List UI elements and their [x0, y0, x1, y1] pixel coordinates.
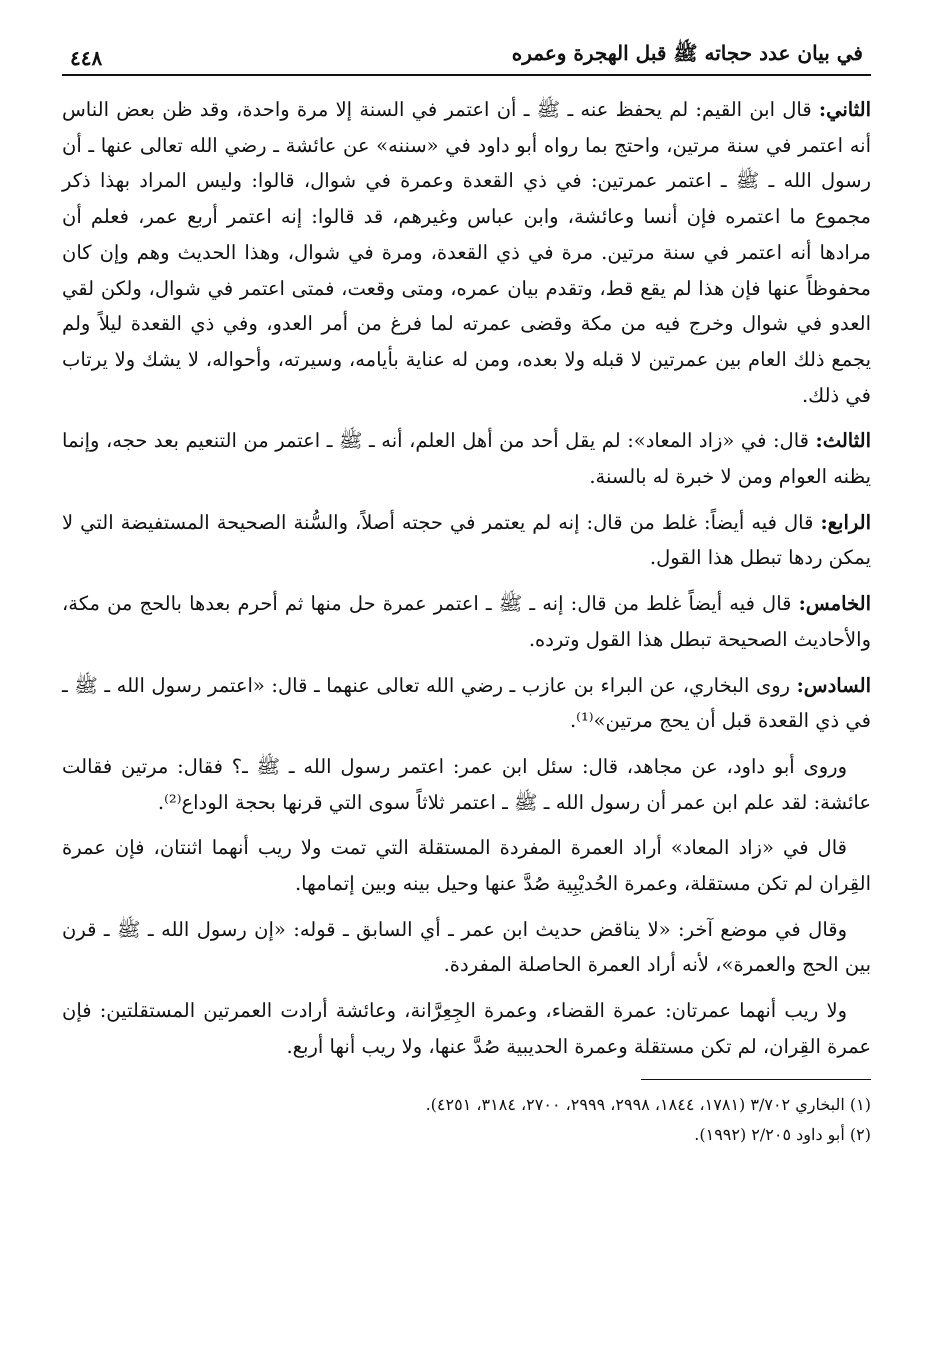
footnote-2: (٢) أبو داود ٢/٢٠٥ (١٩٩٢). — [694, 1124, 871, 1144]
running-title: في بيان عدد حجاته ﷺ قبل الهجرة وعمره — [511, 41, 863, 65]
paragraph-body: قال فيه أيضاً: غلط من قال: إنه لم يعتمر في حجته أصلاً، والسُّنة الصحيحة المستفيضة التي لا يمكن ردها تبطل هذا القول. — [62, 510, 871, 570]
paragraph-conclusion — [62, 993, 871, 1064]
header-rule — [62, 74, 871, 76]
page-number: ٤٤٨ — [70, 46, 103, 70]
paragraph-fifth — [62, 586, 871, 657]
paragraph-fourth — [62, 505, 871, 576]
paragraph-lead: الثالث: — [815, 429, 871, 453]
footnotes — [62, 1090, 871, 1150]
paragraph-body: ولا ريب أنهما عمرتان: عمرة القضاء، وعمرة الجِعِرَّانة، وعائشة أرادت العمرتين المستقلتين: فإن عمرة القِران، لم تكن مستقلة وعمرة الحديبية صُدَّ عنها، ولا ريب أنها أربع. — [62, 999, 871, 1058]
paragraph-body: قال في «زاد المعاد» أراد العمرة المفردة المستقلة التي تمت ولا ريب أنهما اثنتان، فإن عمرة القِران لم تكن مستقلة، وعمرة الحُديْبِية صُدَّ عنها وحيل بينه وبين إتمامها. — [62, 836, 871, 896]
paragraph-body: وقال في موضع آخر: «لا يناقض حديث ابن عمر ـ أي السابق ـ قوله: «إن رسول الله ـ ﷺ ـ قرن بين الحج والعمرة»، لأنه أراد العمرة الحاصلة المفردة. — [62, 917, 871, 977]
paragraph-body: قال ابن القيم: لم يحفظ عنه ـ ﷺ ـ أن اعتمر في السنة إلا مرة واحدة، وقد ظن بعض الناس أنه اعتمر في سنة مرتين، واحتج بما رواه أبو داود في «سننه» عن عائشة ـ رضي الله تعالى عنها ـ أن رسول الله ـ ﷺ ـ اعتمر عمرتين: في ذي القعدة وعمرة في شوال، قالوا: وليس المراد بهذا ذكر مجموع ما اعتمره فإن أنسا وعائشة، وابن عباس وغيرهم، قد قالوا: إنه اعتمر أربع عمر، فعلم أن مرادها أنه اعتمر في سنة مرتين. مرة في ذي القعدة، ومرة في شوال، وهذا الحديث وهم وإن كان محفوظاً عنها فإن هذا لم يقع قط، وتقدم بيان عمره، ومتى وقعت، فمتى اعتمر في شوال، ولكن لقي العدو في شوال وخرج فيه من مكة وقضى عمرته لما فرغ من أمر العدو، وفي ذي القعدة ليلاً ولم يجمع ذلك العام بين عمرتين لا قبله ولا بعده، ومن له عناية بأيامه، وسيرته، وأحواله، لا يشك ولا يرتاب في ذلك. — [62, 98, 871, 407]
paragraph-lead: الخامس: — [798, 592, 871, 616]
paragraph-body: وروى أبو داود، عن مجاهد، قال: سئل ابن عمر: اعتمر رسول الله ـ ﷺ ـ؟ فقال: مرتين فقالت عائشة: لقد علم ابن عمر أن رسول الله ـ ﷺ ـ اعتمر ثلاثاً سوى التي قرنها بحجة الوداع⁽²⁾. — [62, 754, 871, 814]
paragraph-lead: الرابع: — [820, 510, 871, 534]
paragraph-body: روى البخاري، عن البراء بن عازب ـ رضي الله تعالى عنهما ـ قال: «اعتمر رسول الله ـ ﷺ ـ في ذي القعدة قبل أن يحج مرتين»⁽¹⁾. — [62, 673, 871, 733]
paragraph-zad-almaad — [62, 830, 871, 901]
paragraph-body: قال فيه أيضاً غلط من قال: إنه ـ ﷺ ـ اعتمر عمرة حل منها ثم أحرم بعدها بالحج من مكة، والأحاديث الصحيحة تبطل هذا القول وترده. — [62, 592, 871, 651]
paragraph-third — [62, 423, 871, 494]
main-text — [62, 92, 871, 1065]
paragraph-another-place — [62, 912, 871, 983]
paragraph-lead: السادس: — [796, 673, 871, 697]
footnote-separator — [641, 1079, 871, 1080]
paragraph-second — [62, 92, 871, 413]
paragraph-lead: الثاني: — [818, 98, 871, 121]
page-header — [62, 38, 871, 74]
footnote-1: (١) البخاري ٣/٧٠٢ (١٧٨١، ١٨٤٤، ٢٩٩٨، ٢٩٩٩، ٢٧٠٠، ٣١٨٤، ٤٢٥١). — [425, 1094, 871, 1114]
paragraph-abu-dawud — [62, 749, 871, 820]
paragraph-body: قال: في «زاد المعاد»: لم يقل أحد من أهل العلم، أنه ـ ﷺ ـ اعتمر من التنعيم بعد حجه، وإنما يظنه العوام ومن لا خبرة له بالسنة. — [62, 429, 871, 489]
paragraph-sixth — [62, 668, 871, 739]
